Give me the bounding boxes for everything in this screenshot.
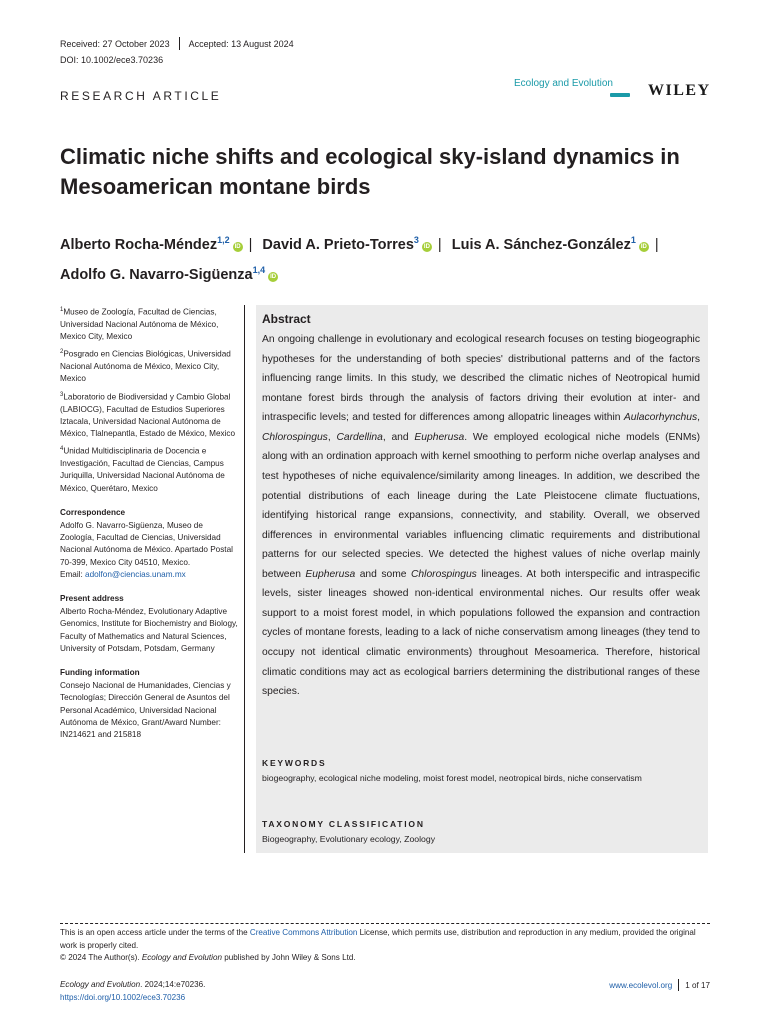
genus-name: Chlorospingus: [411, 568, 477, 580]
citation-doi-link[interactable]: https://doi.org/10.1002/ece3.70236: [60, 992, 186, 1002]
author-affiliation-ref: 3: [413, 235, 419, 245]
keywords-heading: KEYWORDS: [262, 758, 327, 768]
license-text: This is an open access article under the terms of the: [60, 928, 250, 937]
copyright-text: published by John Wiley & Sons Ltd.: [221, 953, 356, 962]
footer-citation: [60, 979, 205, 1004]
license-notice: [60, 927, 710, 965]
page-number: 1 of 17: [685, 980, 710, 990]
affiliation-number: 4: [60, 446, 64, 453]
abstract-segment: ,: [327, 431, 337, 443]
article-type: RESEARCH ARTICLE: [60, 89, 222, 103]
date-separator: [179, 37, 180, 50]
footer-right: [560, 979, 710, 991]
affiliation-number: 3: [60, 391, 64, 398]
abstract-segment: , and: [382, 431, 415, 443]
accepted-date: Accepted: 13 August 2024: [188, 38, 294, 49]
orcid-icon[interactable]: ID: [423, 244, 430, 250]
doi-label: DOI: 10.1002/ece3.70236: [60, 55, 164, 65]
open-access-mark: [610, 93, 630, 97]
publisher-logo: WILEY: [648, 82, 711, 99]
affiliation-text: Posgrado en Ciencias Biológicas, Universidad Nacional Autónoma de México, Mexico City, Mexico: [60, 350, 231, 384]
abstract-segment: . We employed ecological niche models (ENMs) along with an ordination approach with kernel smoothing to perform niche overlap analyses and test hypotheses of niche equivalence/similarity among lineages. In addition, we described the potential distributions of each lineage during the Late Pleistocene climate fluctuations, identifying historical range expansions, connectivity, and stability. Overall, we observed differences in environmental variables influencing climatic requirements and distributional patterns for our selected species. We detected the highest values of niche overlap mainly between: [262, 431, 700, 580]
author-affiliation-ref: 1,4: [252, 265, 266, 275]
article-dates: [60, 37, 294, 50]
author[interactable]: [60, 237, 243, 253]
genus-name: Eupherusa: [305, 568, 356, 580]
taxonomy-text: Biogeography, Evolutionary ecology, Zoology: [262, 834, 436, 844]
author-name: Alberto Rocha-Méndez: [60, 237, 218, 253]
email-label: Email:: [60, 569, 86, 579]
article-info-column: [60, 304, 238, 741]
abstract-segment: lineages. At both interspecific and intraspecific levels, sister lineages showed non-identical environmental niches. Our results offer weak support to a moist forest model, in which populations followed the expansion and contraction cycles of montane forests, leading to a lack of niche conservatism among lineages (they tend to occupy not identical climatic environments) throughout Mesoamerica. Therefore, historical climatic conditions may act as ecological barriers determining the distributional ranges of these species.: [262, 568, 700, 698]
journal-logo: [514, 77, 634, 99]
citation-journal: Ecology and Evolution: [60, 980, 141, 989]
funding-text: Consejo Nacional de Humanidades, Ciencias y Tecnologías; Dirección General de Asuntos del Personal Académico, Universidad Nacional Autónoma de México, Grant/Award Number: IN214621 and 215818: [60, 681, 231, 740]
author-name: Adolfo G. Navarro-Sigüenza: [60, 267, 253, 283]
license-text: License, which permits use, distribution and reproduction in any medium, provided the original work is properly cited.: [60, 928, 696, 950]
footer-separator: [678, 979, 679, 991]
author[interactable]: [60, 267, 278, 283]
copyright-journal: Ecology and Evolution: [141, 953, 222, 962]
genus-name: Cardellina: [336, 431, 383, 443]
author[interactable]: [262, 237, 432, 253]
author-name: Luis A. Sánchez-González: [451, 237, 631, 253]
email-link[interactable]: adolfon@ciencias.unam.mx: [85, 569, 186, 579]
correspondence-heading: Correspondence: [60, 507, 126, 517]
genus-name: Aulacorhynchus: [623, 412, 698, 424]
abstract-segment: An ongoing challenge in evolutionary and ecological research focuses on testing biogeographic hypotheses for the understanding of both species' distributional patterns and of the factors influencing range limits. In this study, we described the climatic niches of Neotropical humid montane forest birds through the analysis of factors driving their evolution at inter- and intraspecific levels; and tested for differences among allopatric lineages within: [262, 334, 700, 424]
author-separator: |: [248, 237, 253, 253]
keywords-text: biogeography, ecological niche modeling, moist forest model, neotropical birds, niche conservatism: [262, 773, 642, 783]
cc-license-link[interactable]: Creative Commons Attribution: [249, 928, 358, 937]
affiliation-text: Museo de Zoología, Facultad de Ciencias, Universidad Nacional Autónoma de México, Mexico City, Mexico: [60, 307, 219, 342]
author-name: David A. Prieto-Torres: [262, 237, 414, 253]
affiliation-number: 1: [60, 307, 64, 313]
present-address-heading: Present address: [60, 594, 124, 603]
column-divider: [244, 305, 245, 853]
abstract-heading: Abstract: [262, 312, 311, 326]
correspondence-address: Adolfo G. Navarro-Sigüenza, Museo de Zoología, Facultad de Ciencias, Universidad Nacional Autónoma de México. Apartado Postal 70-399, Mexico City 04510, Mexico.: [60, 520, 233, 567]
article-title: Climatic niche shifts and ecological sky-island dynamics in Mesoamerican montane birds: [60, 144, 680, 199]
journal-website-link[interactable]: www.ecolevol.org: [609, 980, 673, 990]
genus-name: Chlorospingus: [262, 431, 328, 443]
affiliation-text: Laboratorio de Biodiversidad y Cambio Global (LABIOCG), Facultad de Estudios Superiores Iztacala, Universidad Nacional Autónoma de México, Tlalnepantla, Estado de México, Mexico: [60, 392, 236, 439]
orcid-icon[interactable]: ID: [270, 274, 277, 280]
author-list: [60, 228, 720, 288]
affiliation: [60, 304, 238, 343]
footer-divider: [60, 923, 710, 924]
author[interactable]: [452, 237, 649, 253]
journal-name: Ecology and Evolution: [514, 78, 613, 89]
present-address-text: Alberto Rocha-Méndez, Evolutionary Adaptive Genomics, Institute for Biochemistry and Biology, Faculty of Mathematics and Natural Sciences, University of Potsdam, Potsdam, Germany: [60, 607, 238, 653]
affiliation-text: Unidad Multidisciplinaria de Docencia e Investigación, Facultad de Ciencias, Campus Juriquilla, Universidad Nacional Autónoma de México, Querétaro, Mexico: [60, 446, 225, 493]
affiliation: [60, 346, 238, 385]
received-date: Received: 27 October 2023: [60, 38, 170, 49]
orcid-icon[interactable]: ID: [234, 244, 241, 250]
taxonomy-heading: TAXONOMY CLASSIFICATION: [262, 819, 425, 829]
author-separator: |: [654, 237, 659, 253]
abstract-segment: ,: [697, 412, 700, 424]
author-separator: |: [437, 237, 442, 253]
abstract-segment: and some: [355, 568, 411, 580]
funding-heading: Funding information: [60, 668, 140, 678]
affiliation: [60, 443, 238, 495]
author-affiliation-ref: 1: [630, 235, 636, 245]
citation-volume: . 2024;14:e70236.: [140, 980, 206, 989]
abstract-text: [262, 330, 700, 702]
author-affiliation-ref: 1,2: [217, 235, 230, 245]
orcid-icon[interactable]: ID: [640, 244, 647, 250]
copyright-text: © 2024 The Author(s).: [60, 953, 142, 962]
genus-name: Eupherusa: [414, 431, 465, 443]
affiliation: [60, 389, 238, 441]
correspondence-text: [60, 520, 238, 581]
affiliation-number: 2: [60, 349, 64, 356]
